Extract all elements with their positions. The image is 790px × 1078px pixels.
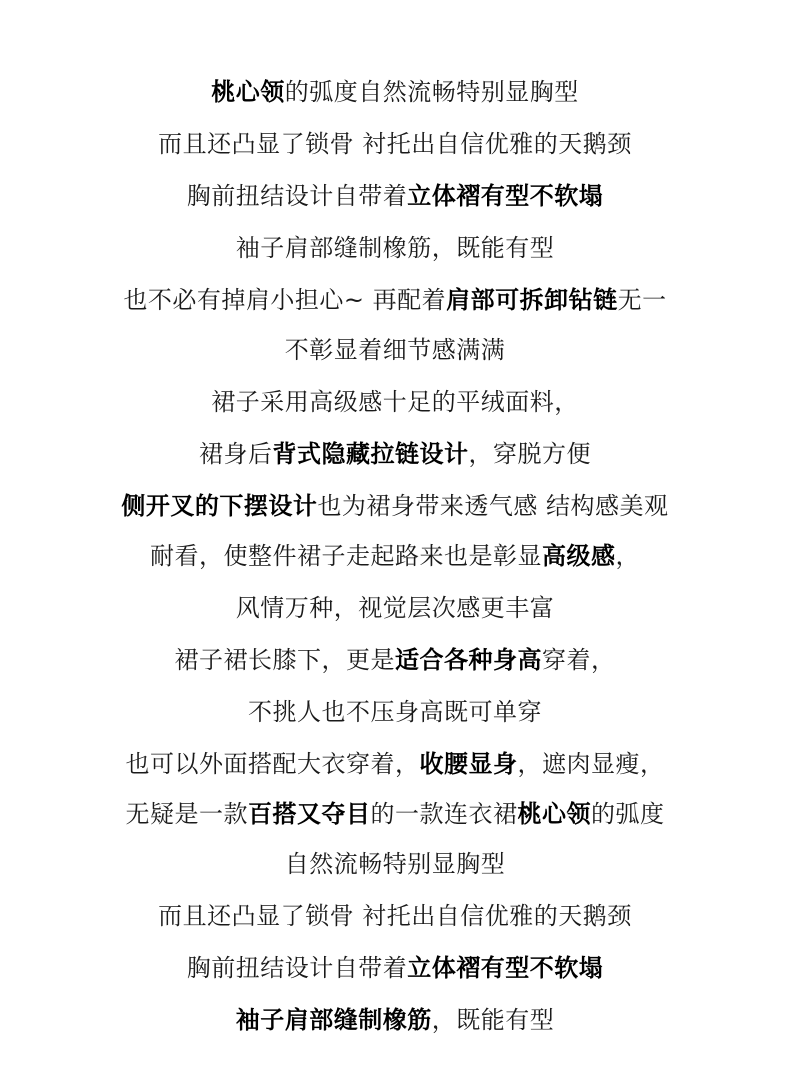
text-line [0,436,790,472]
text-line [0,332,790,368]
text-line [0,1002,790,1038]
text-line [0,846,790,882]
text-line [0,538,790,574]
text-segment: 自然流畅特别显胸型 [284,850,506,878]
text-segment-bold: 背式隐藏拉链设计 [272,440,469,468]
text-line [0,796,790,832]
text-line [0,694,790,730]
text-segment-bold: 高级感 [542,542,616,570]
text-segment: 而且还凸显了锁骨 衬托出自信优雅的天鹅颈 [158,902,632,930]
text-segment: 裙子采用高级感十足的平绒面料， [211,388,579,416]
text-line [0,642,790,678]
text-segment: 袖子肩部缝制橡筋，既能有型 [235,234,555,262]
text-line [0,178,790,214]
text-segment: 而且还凸显了锁骨 衬托出自信优雅的天鹅颈 [158,130,632,158]
text-segment: 胸前扭结设计自带着 [186,954,408,982]
text-segment-bold: 肩部可拆卸钻链 [446,286,618,314]
text-segment: ，穿脱方便 [468,440,591,468]
text-line [0,384,790,420]
text-segment-bold: 适合各种身高 [395,646,542,674]
text-segment: 胸前扭结设计自带着 [186,182,408,210]
text-segment-bold: 收腰显身 [419,750,518,778]
text-segment: 风情万种，视觉层次感更丰富 [235,594,555,622]
text-segment: 裙子裙长膝下，更是 [174,646,395,674]
text-segment: ，既能有型 [431,1006,555,1034]
text-segment: 耐看，使整件裙子走起路来也是彰显 [150,542,542,570]
text-line [0,126,790,162]
text-segment-bold: 百搭又夺目 [248,800,371,828]
text-segment: 的一款连衣裙 [370,800,518,828]
text-segment-bold: 立体褶有型不软塌 [407,954,604,982]
text-segment: 的弧度自然流畅特别显胸型 [284,78,579,106]
text-segment: 的弧度 [591,800,665,828]
text-line [0,898,790,934]
text-segment: 不挑人也不压身高既可单穿 [248,698,542,726]
text-segment-bold: 桃心领 [211,78,285,106]
text-segment: ， [615,542,640,570]
text-segment-bold: 袖子肩部缝制橡筋 [235,1006,432,1034]
text-line [0,488,790,524]
text-line [0,950,790,986]
text-segment: 也可以外面搭配大衣穿着， [125,750,420,778]
text-segment: 穿着， [542,646,616,674]
text-segment: 无一 [617,286,667,314]
text-segment: ，遮肉显瘦， [517,750,665,778]
text-segment: 也为裙身带来透气感 结构感美观 [317,492,669,520]
text-line [0,590,790,626]
text-segment-bold: 侧开叉的下摆设计 [121,492,318,520]
text-segment: 无疑是一款 [125,800,248,828]
text-line [0,746,790,782]
text-segment: 也不必有掉肩小担心~ 再配着 [123,286,447,314]
text-line [0,74,790,110]
text-line [0,230,790,266]
text-segment: 不彰显着细节感满满 [284,336,506,364]
text-line [0,282,790,318]
text-segment-bold: 立体褶有型不软塌 [407,182,604,210]
text-segment-bold: 桃心领 [517,800,591,828]
text-segment: 裙身后 [199,440,273,468]
